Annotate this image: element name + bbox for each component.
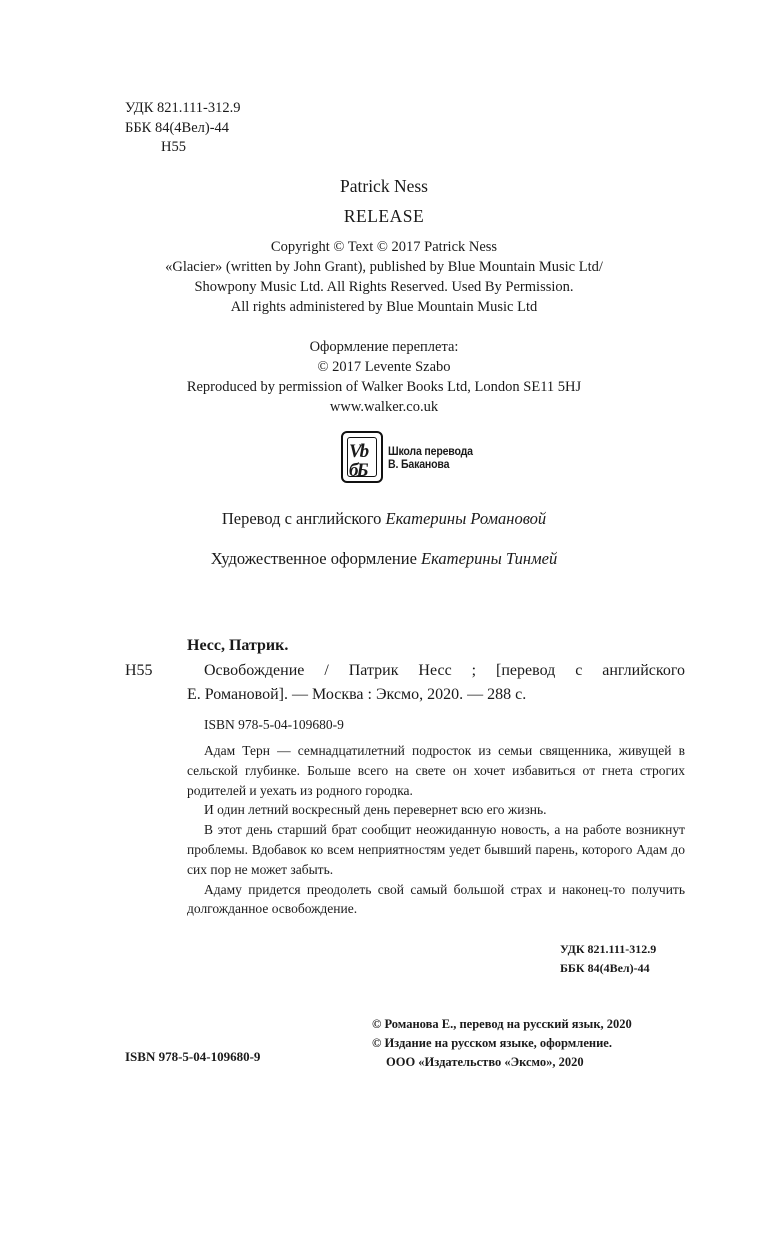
translator-credit: [0, 509, 768, 529]
copyright-line: All rights administered by Blue Mountain Music Ltd: [230, 299, 538, 315]
copyright-line: Copyright © Text © 2017 Patrick Ness: [270, 239, 498, 255]
logo-line: В. Баканова: [388, 459, 450, 471]
logo-emblem-icon: [341, 431, 383, 483]
udk-code: УДК 821.111-312.9: [560, 942, 657, 956]
design-line: Reproduced by permission of Walker Books Ltd, London SE11 5HJ: [186, 379, 582, 395]
bibliographic-author: Несс, Патрик.: [187, 637, 289, 654]
original-author: Patrick Ness: [340, 176, 428, 196]
logo-line: Школа перевода: [388, 446, 473, 458]
rights-block: [372, 1015, 632, 1072]
translator-prefix: Перевод с английского: [221, 509, 382, 528]
annotation: [187, 741, 685, 919]
logo-text: [388, 446, 473, 472]
artist-name: Екатерины Тинмей: [421, 549, 558, 568]
rights-line: ООО «Издательство «Эксмо», 2020: [386, 1055, 584, 1069]
copyright-line: «Glacier» (written by John Grant), published by Blue Mountain Music Ltd/: [165, 259, 603, 275]
design-line: Оформление переплета:: [309, 339, 459, 355]
udk-code: УДК 821.111-312.9: [125, 100, 241, 116]
design-line: © 2017 Levente Szabo: [317, 359, 451, 375]
rights-line: © Издание на русском языке, оформление.: [372, 1036, 612, 1050]
original-title: RELEASE: [343, 206, 425, 226]
annotation-paragraph: В этот день старший брат сообщит неожиданную новость, а на работе возникнут проблемы. Вдобавок ко всем неприятностям уедет бывший парень, которого Адам до сих пор не может забыть.: [187, 822, 685, 877]
annotation-paragraph: Адаму придется преодолеть свой самый большой страх и наконец-то получить долгожданное освобождение.: [187, 881, 685, 917]
artist-credit: [0, 549, 768, 569]
artist-prefix: Художественное оформление: [210, 549, 417, 568]
classification-codes-bottom: [560, 940, 656, 978]
cover-design-block: [0, 337, 768, 417]
bbk-code: ББК 84(4Вел)-44: [125, 119, 230, 136]
classification-codes-top: [125, 99, 241, 158]
annotation-paragraph: И один летний воскресный день перевернет всю его жизнь.: [204, 802, 547, 818]
author-mark: Н55: [161, 139, 186, 155]
copyright-line: Showpony Music Ltd. All Rights Reserved. Used By Permission.: [194, 279, 574, 295]
annotation-paragraph: Адам Терн — семнадцатилетний подросток из семьи священника, живущей в сельской глубинке. Больше всего на свете он хочет избавиться от гнета строгих родителей и уехать из родного городка.: [187, 743, 685, 798]
isbn-bottom: ISBN 978-5-04-109680-9: [125, 1049, 261, 1064]
bibliographic-imprint-line: Е. Романовой]. — Москва : Эксмо, 2020. — 288 с.: [187, 686, 527, 703]
bibliographic-isbn: ISBN 978-5-04-109680-9: [204, 717, 344, 732]
publisher-url: www.walker.co.uk: [329, 399, 439, 415]
bibliographic-title-line: Освобождение / Патрик Несс ; [перевод с английского: [204, 662, 685, 679]
copyright-block: [0, 237, 768, 317]
rights-line: © Романова Е., перевод на русский язык, 2020: [372, 1017, 632, 1031]
logo-glyph: Vb бБ: [349, 441, 368, 481]
translation-school-logo: [341, 431, 491, 487]
bibliographic-code: Н55: [125, 662, 153, 679]
translator-name: Екатерины Романовой: [385, 509, 547, 528]
bbk-code: ББК 84(4Вел)-44: [560, 961, 650, 975]
